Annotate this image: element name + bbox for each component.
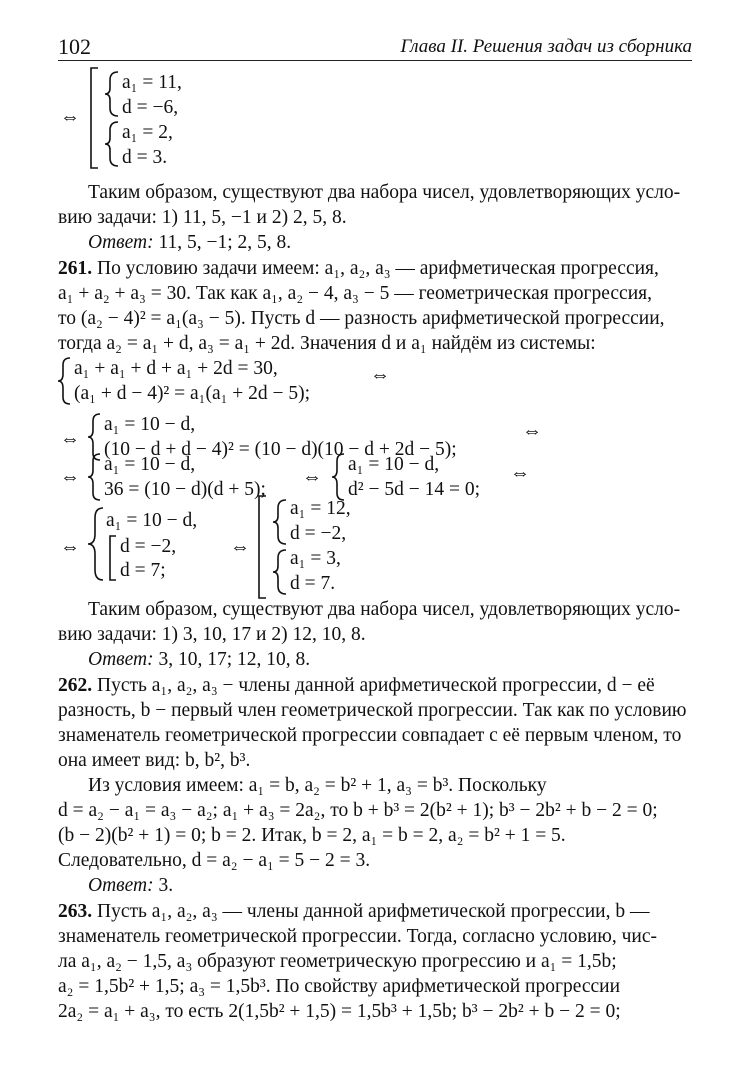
brace-icon xyxy=(56,356,72,406)
text-line: d = a₂ − a₁ = a₃ − a₂; a₁ + a₃ = 2a₂, то b + b³ = 2(b² + 1); b³ − 2b² + b − 2 = 0; xyxy=(58,800,658,821)
text-line: она имеет вид: b, b², b³. xyxy=(58,750,251,771)
text-line: Следовательно, d = a₂ − a₁ = 5 − 2 = 3. xyxy=(58,850,371,871)
equation: (10 − d + d − 4)² = (10 − d)(10 − d + 2d − 5); xyxy=(104,439,457,460)
text-line: Таким образом, существуют два набора чисел, удовлетворяющих усло- xyxy=(88,599,681,620)
text-line: тогда a₂ = a₁ + d, a₃ = a₁ + 2d. Значения d и a₁ найдём из системы: xyxy=(58,333,596,354)
page-header xyxy=(58,28,692,61)
text-line: Таким образом, существуют два набора чисел, удовлетворяющих усло- xyxy=(88,182,681,203)
equivalence-sign: ⇔ xyxy=(60,428,80,450)
equation: d = −2, xyxy=(120,536,177,557)
equation: a₁ = 10 − d, xyxy=(104,454,196,475)
equivalence-sign: ⇔ xyxy=(510,462,530,484)
problem-261-first-line xyxy=(58,256,692,282)
equivalence-sign: ⇔ xyxy=(60,106,80,128)
answer-line xyxy=(58,230,692,256)
equivalence-sign: ⇔ xyxy=(60,536,80,558)
equation: a₁ = 10 − d, xyxy=(106,510,198,531)
answer-value: 3, 10, 17; 12, 10, 8. xyxy=(153,649,311,670)
text-line: Из условия имеем: a₁ = b, a₂ = b² + 1, a₃ = b³. Поскольку xyxy=(88,775,547,796)
equation: a₁ = 10 − d, xyxy=(348,454,440,475)
equation: d = 7; xyxy=(120,560,166,581)
equation: d = 7. xyxy=(290,573,336,594)
problem-number: 263. xyxy=(58,901,93,922)
text: Пусть a₁, a₂, a₃ — члены данной арифметической прогрессии, b — xyxy=(92,901,650,922)
text-line: ла a₁, a₂ − 1,5, a₃ образуют геометрическую прогрессию и a₁ = 1,5b; xyxy=(58,951,617,972)
problem-262-first-line xyxy=(58,673,692,699)
equation: (a₁ + d − 4)² = a₁(a₁ + 2d − 5); xyxy=(74,383,311,404)
page-number: 102 xyxy=(58,34,91,59)
bracket-icon xyxy=(108,534,118,582)
equivalence-sign: ⇔ xyxy=(230,536,250,558)
answer-label: Ответ: xyxy=(88,875,154,896)
running-title: Глава II. Решения задач из сборника xyxy=(400,36,692,57)
equation: 36 = (10 − d)(d + 5); xyxy=(104,479,266,500)
text-line: (b − 2)(b² + 1) = 0; b = 2. Итак, b = 2, a₁ = b = 2, a₂ = b² + 1 = 5. xyxy=(58,825,566,846)
text-line: вию задачи: 1) 11, 5, −1 и 2) 2, 5, 8. xyxy=(58,207,347,228)
text-line: 2a₂ = a₁ + a₃, то есть 2(1,5b² + 1,5) = 1,5b³ + 1,5b; b³ − 2b² + b − 2 = 0; xyxy=(58,1001,621,1022)
equivalence-sign: ⇔ xyxy=(60,466,80,488)
equivalence-sign: ⇔ xyxy=(522,420,542,442)
text-line: вию задачи: 1) 3, 10, 17 и 2) 12, 10, 8. xyxy=(58,624,366,645)
equation: a₁ = 11, xyxy=(122,72,182,93)
problem-number: 262. xyxy=(58,675,93,696)
brace-icon xyxy=(330,452,346,502)
answer-label: Ответ: xyxy=(88,232,154,253)
text-line: знаменатель геометрической прогрессии. Тогда, согласно условию, чис- xyxy=(58,926,657,947)
equation: a₁ = 3, xyxy=(290,548,341,569)
text-line: разность, b − первый член геометрической прогрессии. Так как по условию xyxy=(58,700,687,721)
text-line: знаменатель геометрической прогрессии совпадает с её первым членом, то xyxy=(58,725,682,746)
text-line: a₁ + a₂ + a₃ = 30. Так как a₁, a₂ − 4, a₃ − 5 — геометрическая прогрессия, xyxy=(58,283,652,304)
problem-number: 261. xyxy=(58,258,93,279)
equation: d = 3. xyxy=(122,147,168,168)
text-line: a₂ = 1,5b² + 1,5; a₃ = 1,5b³. По свойству арифметической прогрессии xyxy=(58,976,621,997)
equation: a₁ = 12, xyxy=(290,498,351,519)
equation: d² − 5d − 14 = 0; xyxy=(348,479,481,500)
brace-icon xyxy=(86,506,106,582)
answer-line xyxy=(58,873,692,899)
problem-263-first-line xyxy=(58,899,692,925)
answer-line xyxy=(58,647,692,673)
equivalence-sign: ⇔ xyxy=(370,364,390,386)
answer-value: 11, 5, −1; 2, 5, 8. xyxy=(153,232,292,253)
equation: d = −2, xyxy=(290,523,347,544)
text: Пусть a₁, a₂, a₃ − члены данной арифметической прогрессии, d − её xyxy=(92,675,655,696)
answer-label: Ответ: xyxy=(88,649,154,670)
text-line: то (a₂ − 4)² = a₁(a₃ − 5). Пусть d — разность арифметической прогрессии, xyxy=(58,308,665,329)
brace-icon xyxy=(86,452,102,502)
equation: a₁ + a₁ + d + a₁ + 2d = 30, xyxy=(74,358,278,379)
equivalence-sign: ⇔ xyxy=(302,466,322,488)
equation: a₁ = 10 − d, xyxy=(104,414,196,435)
answer-value: 3. xyxy=(153,875,174,896)
equation: d = −6, xyxy=(122,97,179,118)
text: По условию задачи имеем: a₁, a₂, a₃ — арифметическая прогрессия, xyxy=(92,258,659,279)
equation: a₁ = 2, xyxy=(122,122,173,143)
